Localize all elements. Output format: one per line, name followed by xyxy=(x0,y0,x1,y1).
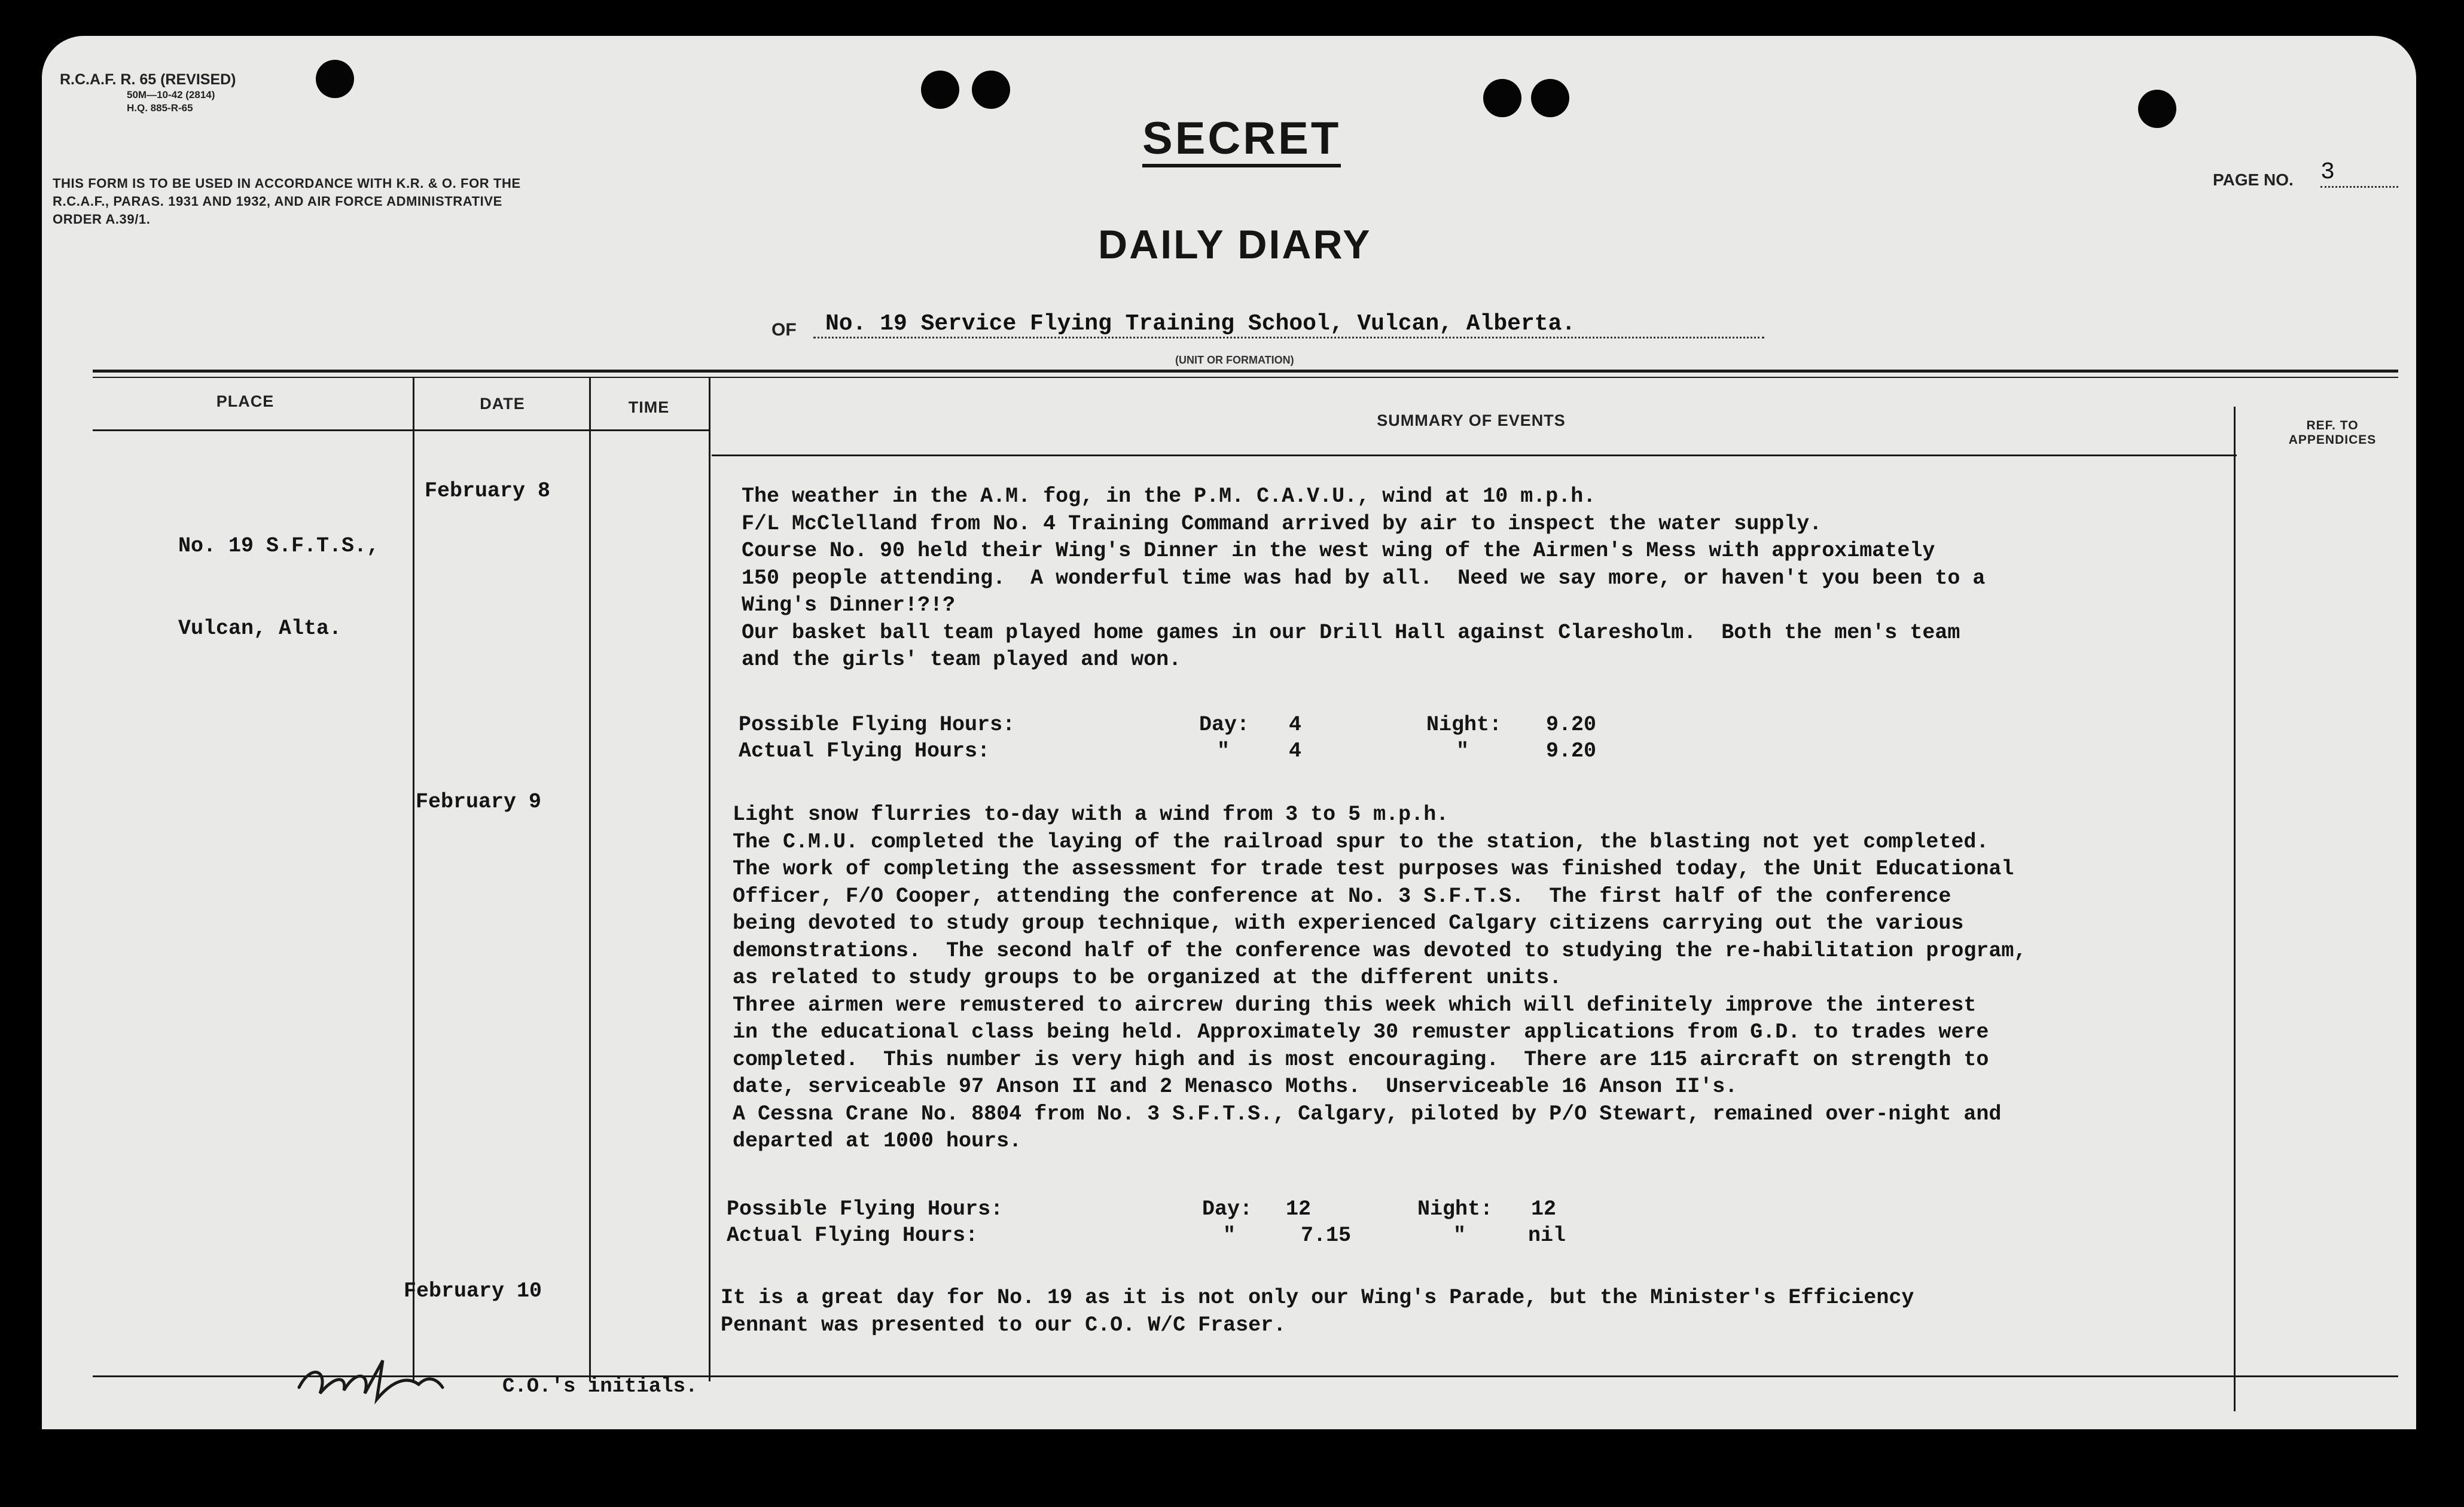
summary-line: Light snow flurries to-day with a wind from 3 to 5 m.p.h. xyxy=(733,803,1449,826)
summary-line: Our basket ball team played home games in our Drill Hall against Claresholm. Both the men's team xyxy=(742,620,1960,645)
summary-line: 150 people attending. A wonderful time was had by all. Need we say more, or haven't you been to a xyxy=(742,566,1986,590)
form-reference-line: H.Q. 885-R-65 xyxy=(127,102,193,114)
summary-line: Course No. 90 held their Wing's Dinner in the west wing of the Airmen's Mess with approximately xyxy=(742,539,1935,563)
summary-line: and the girls' team played and won. xyxy=(742,648,1182,672)
form-instructions: THIS FORM IS TO BE USED IN ACCORDANCE WITH K.R. & O. FOR THE R.C.A.F., PARAS. 1931 AND 1932, AND AIR FORCE ADMINISTRATIVE ORDER A.39/1. xyxy=(53,176,521,227)
column-header-appendices-line: REF. TO xyxy=(2306,419,2359,432)
column-header-place: PLACE xyxy=(216,392,275,410)
possible-night-value: 9.20 xyxy=(1546,713,1597,737)
summary-line: demonstrations. The second half of the conference was devoted to studying the re-habilitation program, xyxy=(733,938,2027,963)
classification-heading: SECRET xyxy=(1142,114,1341,167)
entry-summary xyxy=(721,1285,2276,1339)
column-header-summary: SUMMARY OF EVENTS xyxy=(1377,411,1566,429)
summary-line: Officer, F/O Cooper, attending the conference at No. 3 S.F.T.S. The first half of the conference xyxy=(733,884,1951,908)
entry-summary xyxy=(742,483,2297,674)
date-cell: February 10 xyxy=(404,1279,542,1303)
possible-hours-label: Possible Flying Hours: xyxy=(739,713,1016,737)
place-line: No. 19 S.F.T.S., xyxy=(178,534,380,558)
column-header-date: DATE xyxy=(480,395,525,413)
summary-line: F/L McClelland from No. 4 Training Command arrived by air to inspect the water supply. xyxy=(742,511,1822,536)
punch-hole xyxy=(316,60,354,98)
night-label: Night: xyxy=(1417,1197,1493,1221)
column-header-appendices-line: APPENDICES xyxy=(2288,433,2377,447)
signature-scribble xyxy=(287,1352,466,1405)
day-label: Day: xyxy=(1202,1197,1253,1221)
punch-hole xyxy=(1531,79,1569,117)
summary-line: departed at 1000 hours. xyxy=(733,1129,1022,1153)
column-divider-date xyxy=(589,377,591,1381)
possible-hours-label: Possible Flying Hours: xyxy=(727,1197,1004,1221)
column-divider-place xyxy=(413,377,414,1381)
possible-night-value: 12 xyxy=(1531,1197,1557,1221)
summary-line: date, serviceable 97 Anson II and 2 Menasco Moths. Unserviceable 16 Anson II's. xyxy=(733,1075,1738,1099)
date-cell: February 8 xyxy=(425,479,551,503)
ditto-mark: " xyxy=(1217,739,1230,763)
page-number-value: 3 xyxy=(2320,159,2335,186)
header-bottom-rule xyxy=(93,429,709,431)
summary-line: in the educational class being held. Approximately 30 remuster applications from G.D. to trades were xyxy=(733,1020,1989,1044)
summary-line: It is a great day for No. 19 as it is not only our Wing's Parade, but the Minister's Efficiency xyxy=(721,1286,1914,1310)
place-line: Vulcan, Alta. xyxy=(178,617,342,640)
summary-line: Pennant was presented to our C.O. W/C Fraser. xyxy=(721,1313,1286,1337)
date-cell: February 9 xyxy=(416,790,542,814)
summary-line: being devoted to study group technique, with experienced Calgary citizens carrying out the various xyxy=(733,911,1964,935)
column-header-appendices xyxy=(2249,419,2416,447)
punch-hole xyxy=(972,71,1010,109)
actual-day-value: 7.15 xyxy=(1301,1224,1352,1247)
summary-header-rule xyxy=(712,454,2237,456)
punch-hole xyxy=(921,71,959,109)
actual-night-value: nil xyxy=(1528,1224,1566,1247)
table-top-rule xyxy=(93,370,2398,373)
punch-hole xyxy=(1483,79,1521,117)
summary-line: completed. This number is very high and is most encouraging. There are 115 aircraft on strength to xyxy=(733,1047,1989,1072)
page-title: DAILY DIARY xyxy=(1098,222,1372,267)
ditto-mark: " xyxy=(1453,1224,1466,1247)
page-number xyxy=(2320,159,2398,188)
column-header-time: TIME xyxy=(628,398,670,416)
actual-hours-label: Actual Flying Hours: xyxy=(727,1224,978,1247)
day-label: Day: xyxy=(1199,713,1250,737)
unit-name-value: No. 19 Service Flying Training School, Vulcan, Alberta. xyxy=(825,311,1576,337)
co-initials-label: C.O.'s initials. xyxy=(502,1375,698,1398)
summary-line: Wing's Dinner!?!? xyxy=(742,593,956,617)
table-top-rule-thin xyxy=(93,377,2398,378)
actual-hours-label: Actual Flying Hours: xyxy=(739,739,990,763)
place-cell xyxy=(178,477,379,670)
possible-day-value: 4 xyxy=(1289,713,1302,737)
punch-hole xyxy=(2138,90,2176,128)
summary-line: The weather in the A.M. fog, in the P.M. C.A.V.U., wind at 10 m.p.h. xyxy=(742,484,1596,508)
actual-night-value: 9.20 xyxy=(1546,739,1597,763)
summary-line: A Cessna Crane No. 8804 from No. 3 S.F.T.S., Calgary, piloted by P/O Stewart, remained over-night and xyxy=(733,1102,2002,1126)
entry-summary xyxy=(733,801,2288,1155)
summary-line: The work of completing the assessment for trade test purposes was finished today, the Unit Educational xyxy=(733,857,2014,881)
summary-line: Three airmen were remustered to aircrew during this week which will definitely improve the interest xyxy=(733,993,1977,1017)
summary-line: as related to study groups to be organized at the different units. xyxy=(733,966,1562,990)
unit-of-label: OF xyxy=(771,320,797,340)
form-reference-line: 50M—10-42 (2814) xyxy=(127,89,215,100)
unit-name xyxy=(813,311,1764,338)
page-number-label: PAGE NO. xyxy=(2213,170,2294,189)
ditto-mark: " xyxy=(1456,739,1469,763)
unit-caption: (UNIT OR FORMATION) xyxy=(1175,354,1294,366)
actual-day-value: 4 xyxy=(1289,739,1302,763)
summary-line: The C.M.U. completed the laying of the railroad spur to the station, the blasting not yet completed. xyxy=(733,829,1989,854)
form-reference xyxy=(60,71,236,115)
column-divider-time xyxy=(709,377,710,1381)
form-reference-line: R.C.A.F. R. 65 (REVISED) xyxy=(60,71,236,88)
flying-hours xyxy=(727,1196,1684,1250)
night-label: Night: xyxy=(1426,713,1502,737)
ditto-mark: " xyxy=(1223,1224,1236,1247)
possible-day-value: 12 xyxy=(1286,1197,1312,1221)
flying-hours xyxy=(739,712,1695,765)
